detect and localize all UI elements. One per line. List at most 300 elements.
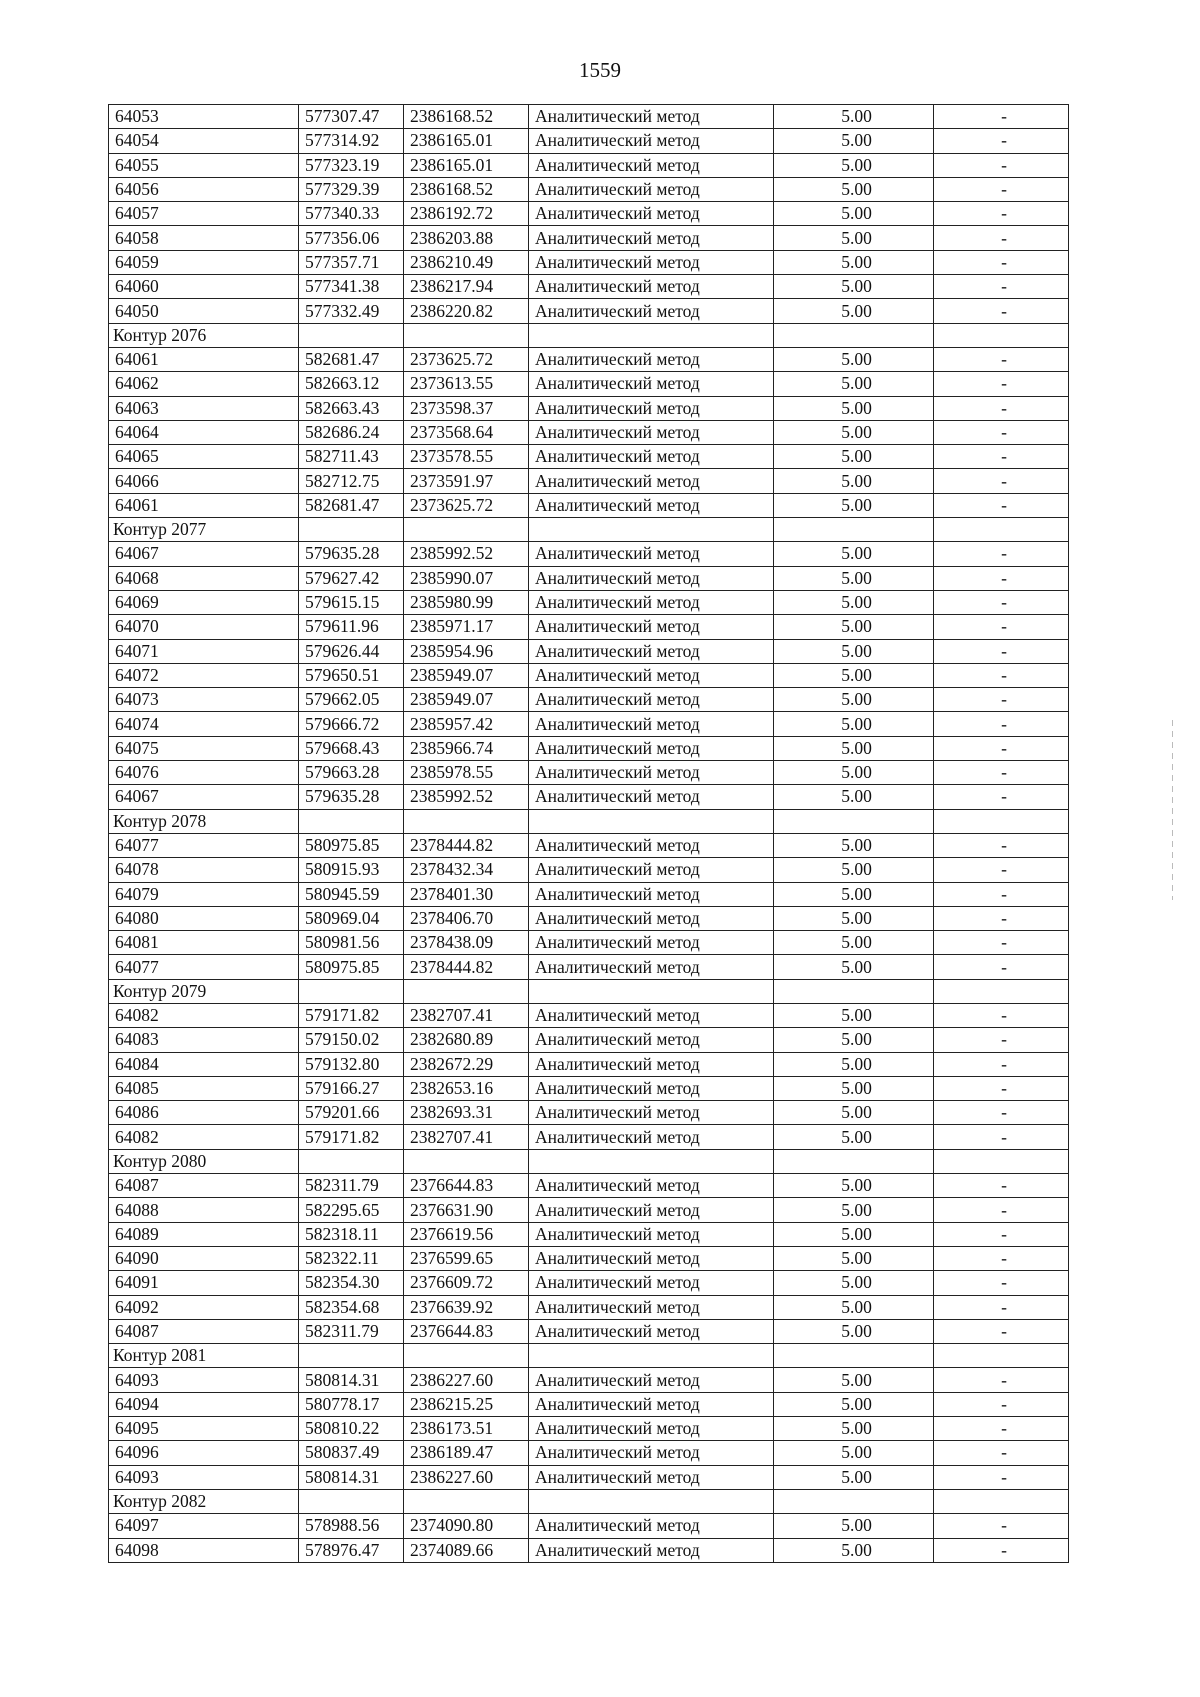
method-cell: Аналитический метод: [529, 955, 774, 979]
note-cell: -: [934, 153, 1069, 177]
y-coordinate-cell: 2378438.09: [404, 931, 529, 955]
table-row: [109, 202, 1069, 226]
point-number-cell: 64096: [109, 1441, 299, 1465]
point-number-cell: 64087: [109, 1319, 299, 1343]
method-cell: Аналитический метод: [529, 1076, 774, 1100]
point-number-cell: 64069: [109, 590, 299, 614]
error-cell: 5.00: [774, 566, 934, 590]
method-cell: Аналитический метод: [529, 639, 774, 663]
note-cell: -: [934, 1222, 1069, 1246]
error-cell: 5.00: [774, 1003, 934, 1027]
x-coordinate-cell: 579150.02: [299, 1028, 404, 1052]
method-cell: Аналитический метод: [529, 1465, 774, 1489]
point-number-cell: 64071: [109, 639, 299, 663]
point-number-cell: 64088: [109, 1198, 299, 1222]
y-coordinate-cell: 2382707.41: [404, 1125, 529, 1149]
method-cell: Аналитический метод: [529, 688, 774, 712]
table-row: [109, 1368, 1069, 1392]
note-cell: -: [934, 663, 1069, 687]
table-row: [109, 153, 1069, 177]
method-cell: Аналитический метод: [529, 1198, 774, 1222]
note-cell: -: [934, 906, 1069, 930]
point-number-cell: 64082: [109, 1003, 299, 1027]
y-coordinate-cell: 2378406.70: [404, 906, 529, 930]
x-coordinate-cell: 579663.28: [299, 761, 404, 785]
note-cell: -: [934, 177, 1069, 201]
note-cell: -: [934, 1538, 1069, 1562]
y-coordinate-cell: 2376639.92: [404, 1295, 529, 1319]
error-cell: 5.00: [774, 1295, 934, 1319]
method-cell: Аналитический метод: [529, 931, 774, 955]
method-cell: Аналитический метод: [529, 858, 774, 882]
note-cell: -: [934, 1198, 1069, 1222]
y-coordinate-cell: 2386227.60: [404, 1465, 529, 1489]
note-cell: -: [934, 639, 1069, 663]
error-cell: 5.00: [774, 105, 934, 129]
error-cell: 5.00: [774, 1271, 934, 1295]
y-coordinate-cell: 2385978.55: [404, 761, 529, 785]
empty-cell: [299, 809, 404, 833]
empty-cell: [299, 979, 404, 1003]
note-cell: -: [934, 1028, 1069, 1052]
empty-cell: [529, 518, 774, 542]
error-cell: 5.00: [774, 129, 934, 153]
x-coordinate-cell: 580814.31: [299, 1368, 404, 1392]
x-coordinate-cell: 582311.79: [299, 1174, 404, 1198]
error-cell: 5.00: [774, 688, 934, 712]
empty-cell: [774, 1489, 934, 1513]
method-cell: Аналитический метод: [529, 493, 774, 517]
point-number-cell: 64089: [109, 1222, 299, 1246]
table-row: [109, 663, 1069, 687]
empty-cell: [299, 1344, 404, 1368]
table-row: [109, 566, 1069, 590]
x-coordinate-cell: 579611.96: [299, 615, 404, 639]
table-row: [109, 1076, 1069, 1100]
method-cell: Аналитический метод: [529, 1295, 774, 1319]
x-coordinate-cell: 579201.66: [299, 1101, 404, 1125]
x-coordinate-cell: 580945.59: [299, 882, 404, 906]
empty-cell: [934, 1149, 1069, 1173]
empty-cell: [774, 323, 934, 347]
x-coordinate-cell: 579662.05: [299, 688, 404, 712]
error-cell: 5.00: [774, 445, 934, 469]
note-cell: -: [934, 736, 1069, 760]
empty-cell: [404, 1149, 529, 1173]
empty-cell: [299, 323, 404, 347]
x-coordinate-cell: 579166.27: [299, 1076, 404, 1100]
point-number-cell: 64055: [109, 153, 299, 177]
point-number-cell: 64057: [109, 202, 299, 226]
table-row: [109, 688, 1069, 712]
x-coordinate-cell: 577323.19: [299, 153, 404, 177]
x-coordinate-cell: 579171.82: [299, 1125, 404, 1149]
empty-cell: [529, 1344, 774, 1368]
error-cell: 5.00: [774, 1514, 934, 1538]
error-cell: 5.00: [774, 469, 934, 493]
empty-cell: [774, 518, 934, 542]
note-cell: -: [934, 566, 1069, 590]
table-row: [109, 1417, 1069, 1441]
empty-cell: [934, 323, 1069, 347]
point-number-cell: 64091: [109, 1271, 299, 1295]
y-coordinate-cell: 2385992.52: [404, 542, 529, 566]
y-coordinate-cell: 2386189.47: [404, 1441, 529, 1465]
y-coordinate-cell: 2376644.83: [404, 1174, 529, 1198]
table-row: [109, 882, 1069, 906]
method-cell: Аналитический метод: [529, 299, 774, 323]
error-cell: 5.00: [774, 1392, 934, 1416]
point-number-cell: 64090: [109, 1246, 299, 1270]
table-row: [109, 1465, 1069, 1489]
table-row: [109, 250, 1069, 274]
table-row: [109, 299, 1069, 323]
note-cell: -: [934, 275, 1069, 299]
x-coordinate-cell: 577329.39: [299, 177, 404, 201]
method-cell: Аналитический метод: [529, 882, 774, 906]
empty-cell: [934, 518, 1069, 542]
error-cell: 5.00: [774, 250, 934, 274]
point-number-cell: 64074: [109, 712, 299, 736]
table-row: [109, 712, 1069, 736]
error-cell: 5.00: [774, 1441, 934, 1465]
error-cell: 5.00: [774, 931, 934, 955]
x-coordinate-cell: 579650.51: [299, 663, 404, 687]
x-coordinate-cell: 577307.47: [299, 105, 404, 129]
x-coordinate-cell: 582354.30: [299, 1271, 404, 1295]
x-coordinate-cell: 582681.47: [299, 493, 404, 517]
y-coordinate-cell: 2385949.07: [404, 663, 529, 687]
error-cell: 5.00: [774, 590, 934, 614]
note-cell: -: [934, 1246, 1069, 1270]
method-cell: Аналитический метод: [529, 105, 774, 129]
method-cell: Аналитический метод: [529, 590, 774, 614]
error-cell: 5.00: [774, 396, 934, 420]
error-cell: 5.00: [774, 1538, 934, 1562]
error-cell: 5.00: [774, 785, 934, 809]
empty-cell: [774, 809, 934, 833]
error-cell: 5.00: [774, 615, 934, 639]
error-cell: 5.00: [774, 1052, 934, 1076]
y-coordinate-cell: 2385949.07: [404, 688, 529, 712]
y-coordinate-cell: 2385966.74: [404, 736, 529, 760]
table-row: [109, 1052, 1069, 1076]
point-number-cell: 64068: [109, 566, 299, 590]
point-number-cell: 64098: [109, 1538, 299, 1562]
empty-cell: [404, 1344, 529, 1368]
x-coordinate-cell: 577357.71: [299, 250, 404, 274]
x-coordinate-cell: 579668.43: [299, 736, 404, 760]
point-number-cell: 64086: [109, 1101, 299, 1125]
point-number-cell: 64087: [109, 1174, 299, 1198]
x-coordinate-cell: 579615.15: [299, 590, 404, 614]
point-number-cell: 64078: [109, 858, 299, 882]
table-row: [109, 1246, 1069, 1270]
table-row: [109, 420, 1069, 444]
table-row: [109, 761, 1069, 785]
method-cell: Аналитический метод: [529, 542, 774, 566]
note-cell: -: [934, 1174, 1069, 1198]
x-coordinate-cell: 579171.82: [299, 1003, 404, 1027]
method-cell: Аналитический метод: [529, 1417, 774, 1441]
point-number-cell: 64076: [109, 761, 299, 785]
y-coordinate-cell: 2376619.56: [404, 1222, 529, 1246]
x-coordinate-cell: 577356.06: [299, 226, 404, 250]
point-number-cell: 64066: [109, 469, 299, 493]
error-cell: 5.00: [774, 712, 934, 736]
method-cell: Аналитический метод: [529, 1246, 774, 1270]
y-coordinate-cell: 2376631.90: [404, 1198, 529, 1222]
note-cell: -: [934, 1003, 1069, 1027]
contour-header-row: [109, 1489, 1069, 1513]
y-coordinate-cell: 2386168.52: [404, 177, 529, 201]
point-number-cell: 64064: [109, 420, 299, 444]
empty-cell: [934, 1489, 1069, 1513]
point-number-cell: 64067: [109, 785, 299, 809]
coordinates-table: [108, 104, 1069, 1563]
contour-label: Контур 2078: [109, 809, 299, 833]
error-cell: 5.00: [774, 299, 934, 323]
note-cell: -: [934, 420, 1069, 444]
contour-header-row: [109, 518, 1069, 542]
method-cell: Аналитический метод: [529, 202, 774, 226]
x-coordinate-cell: 580814.31: [299, 1465, 404, 1489]
point-number-cell: 64079: [109, 882, 299, 906]
method-cell: Аналитический метод: [529, 712, 774, 736]
method-cell: Аналитический метод: [529, 833, 774, 857]
x-coordinate-cell: 579627.42: [299, 566, 404, 590]
point-number-cell: 64080: [109, 906, 299, 930]
empty-cell: [774, 1344, 934, 1368]
x-coordinate-cell: 580778.17: [299, 1392, 404, 1416]
y-coordinate-cell: 2386168.52: [404, 105, 529, 129]
y-coordinate-cell: 2373568.64: [404, 420, 529, 444]
y-coordinate-cell: 2382680.89: [404, 1028, 529, 1052]
empty-cell: [404, 323, 529, 347]
y-coordinate-cell: 2374090.80: [404, 1514, 529, 1538]
point-number-cell: 64061: [109, 493, 299, 517]
note-cell: -: [934, 493, 1069, 517]
page-number: 1559: [579, 58, 621, 82]
contour-header-row: [109, 809, 1069, 833]
contour-label: Контур 2077: [109, 518, 299, 542]
table-row: [109, 1538, 1069, 1562]
note-cell: -: [934, 1368, 1069, 1392]
note-cell: -: [934, 688, 1069, 712]
note-cell: -: [934, 347, 1069, 371]
method-cell: Аналитический метод: [529, 1003, 774, 1027]
y-coordinate-cell: 2385971.17: [404, 615, 529, 639]
method-cell: Аналитический метод: [529, 615, 774, 639]
y-coordinate-cell: 2386227.60: [404, 1368, 529, 1392]
error-cell: 5.00: [774, 639, 934, 663]
x-coordinate-cell: 582295.65: [299, 1198, 404, 1222]
note-cell: -: [934, 202, 1069, 226]
method-cell: Аналитический метод: [529, 275, 774, 299]
table-row: [109, 858, 1069, 882]
table-row: [109, 833, 1069, 857]
y-coordinate-cell: 2376599.65: [404, 1246, 529, 1270]
note-cell: -: [934, 1441, 1069, 1465]
y-coordinate-cell: 2386220.82: [404, 299, 529, 323]
note-cell: -: [934, 1319, 1069, 1343]
note-cell: -: [934, 1271, 1069, 1295]
y-coordinate-cell: 2386215.25: [404, 1392, 529, 1416]
point-number-cell: 64070: [109, 615, 299, 639]
note-cell: -: [934, 931, 1069, 955]
method-cell: Аналитический метод: [529, 1319, 774, 1343]
method-cell: Аналитический метод: [529, 1392, 774, 1416]
note-cell: -: [934, 882, 1069, 906]
point-number-cell: 64073: [109, 688, 299, 712]
x-coordinate-cell: 582681.47: [299, 347, 404, 371]
table-row: [109, 445, 1069, 469]
point-number-cell: 64062: [109, 372, 299, 396]
y-coordinate-cell: 2373591.97: [404, 469, 529, 493]
table-row: [109, 1198, 1069, 1222]
x-coordinate-cell: 580915.93: [299, 858, 404, 882]
point-number-cell: 64050: [109, 299, 299, 323]
error-cell: 5.00: [774, 1465, 934, 1489]
table-row: [109, 226, 1069, 250]
error-cell: 5.00: [774, 1076, 934, 1100]
method-cell: Аналитический метод: [529, 736, 774, 760]
x-coordinate-cell: 579626.44: [299, 639, 404, 663]
table-row: [109, 931, 1069, 955]
note-cell: -: [934, 299, 1069, 323]
contour-label: Контур 2079: [109, 979, 299, 1003]
contour-label: Контур 2076: [109, 323, 299, 347]
note-cell: -: [934, 785, 1069, 809]
note-cell: -: [934, 955, 1069, 979]
method-cell: Аналитический метод: [529, 445, 774, 469]
y-coordinate-cell: 2385954.96: [404, 639, 529, 663]
x-coordinate-cell: 579132.80: [299, 1052, 404, 1076]
empty-cell: [299, 1149, 404, 1173]
x-coordinate-cell: 582712.75: [299, 469, 404, 493]
error-cell: 5.00: [774, 663, 934, 687]
point-number-cell: 64097: [109, 1514, 299, 1538]
empty-cell: [934, 809, 1069, 833]
table-row: [109, 1174, 1069, 1198]
x-coordinate-cell: 582318.11: [299, 1222, 404, 1246]
empty-cell: [934, 1344, 1069, 1368]
x-coordinate-cell: 578976.47: [299, 1538, 404, 1562]
point-number-cell: 64067: [109, 542, 299, 566]
x-coordinate-cell: 579635.28: [299, 785, 404, 809]
y-coordinate-cell: 2373598.37: [404, 396, 529, 420]
point-number-cell: 64060: [109, 275, 299, 299]
table-row: [109, 105, 1069, 129]
table-row: [109, 542, 1069, 566]
method-cell: Аналитический метод: [529, 1222, 774, 1246]
y-coordinate-cell: 2386165.01: [404, 153, 529, 177]
empty-cell: [529, 1489, 774, 1513]
method-cell: Аналитический метод: [529, 469, 774, 493]
table-row: [109, 275, 1069, 299]
method-cell: Аналитический метод: [529, 761, 774, 785]
y-coordinate-cell: 2378401.30: [404, 882, 529, 906]
table-row: [109, 1441, 1069, 1465]
note-cell: -: [934, 1295, 1069, 1319]
note-cell: -: [934, 105, 1069, 129]
point-number-cell: 64059: [109, 250, 299, 274]
y-coordinate-cell: 2386192.72: [404, 202, 529, 226]
note-cell: -: [934, 833, 1069, 857]
y-coordinate-cell: 2376644.83: [404, 1319, 529, 1343]
x-coordinate-cell: 582663.12: [299, 372, 404, 396]
empty-cell: [404, 1489, 529, 1513]
empty-cell: [774, 1149, 934, 1173]
point-number-cell: 64093: [109, 1465, 299, 1489]
point-number-cell: 64072: [109, 663, 299, 687]
note-cell: -: [934, 1417, 1069, 1441]
table-row: [109, 1514, 1069, 1538]
y-coordinate-cell: 2373613.55: [404, 372, 529, 396]
table-row: [109, 736, 1069, 760]
method-cell: Аналитический метод: [529, 396, 774, 420]
contour-label: Контур 2082: [109, 1489, 299, 1513]
method-cell: Аналитический метод: [529, 1052, 774, 1076]
point-number-cell: 64054: [109, 129, 299, 153]
point-number-cell: 64075: [109, 736, 299, 760]
point-number-cell: 64094: [109, 1392, 299, 1416]
table-row: [109, 347, 1069, 371]
x-coordinate-cell: 579635.28: [299, 542, 404, 566]
error-cell: 5.00: [774, 1246, 934, 1270]
method-cell: Аналитический метод: [529, 129, 774, 153]
note-cell: -: [934, 396, 1069, 420]
note-cell: -: [934, 1052, 1069, 1076]
y-coordinate-cell: 2385957.42: [404, 712, 529, 736]
x-coordinate-cell: 580810.22: [299, 1417, 404, 1441]
table-row: [109, 1319, 1069, 1343]
x-coordinate-cell: 582311.79: [299, 1319, 404, 1343]
empty-cell: [774, 979, 934, 1003]
empty-cell: [404, 518, 529, 542]
y-coordinate-cell: 2376609.72: [404, 1271, 529, 1295]
error-cell: 5.00: [774, 420, 934, 444]
x-coordinate-cell: 582711.43: [299, 445, 404, 469]
y-coordinate-cell: 2373625.72: [404, 493, 529, 517]
method-cell: Аналитический метод: [529, 906, 774, 930]
y-coordinate-cell: 2378432.34: [404, 858, 529, 882]
error-cell: 5.00: [774, 1101, 934, 1125]
error-cell: 5.00: [774, 177, 934, 201]
table-row: [109, 372, 1069, 396]
method-cell: Аналитический метод: [529, 1368, 774, 1392]
method-cell: Аналитический метод: [529, 226, 774, 250]
y-coordinate-cell: 2373625.72: [404, 347, 529, 371]
table-row: [109, 469, 1069, 493]
note-cell: -: [934, 469, 1069, 493]
y-coordinate-cell: 2386217.94: [404, 275, 529, 299]
error-cell: 5.00: [774, 1198, 934, 1222]
empty-cell: [529, 979, 774, 1003]
method-cell: Аналитический метод: [529, 1101, 774, 1125]
scan-fold-mark: [1172, 720, 1173, 900]
y-coordinate-cell: 2373578.55: [404, 445, 529, 469]
note-cell: -: [934, 1076, 1069, 1100]
contour-label: Контур 2081: [109, 1344, 299, 1368]
note-cell: -: [934, 712, 1069, 736]
note-cell: -: [934, 615, 1069, 639]
table-row: [109, 1003, 1069, 1027]
coordinates-table-body: [109, 105, 1069, 1563]
table-row: [109, 1222, 1069, 1246]
table-row: [109, 590, 1069, 614]
error-cell: 5.00: [774, 1028, 934, 1052]
